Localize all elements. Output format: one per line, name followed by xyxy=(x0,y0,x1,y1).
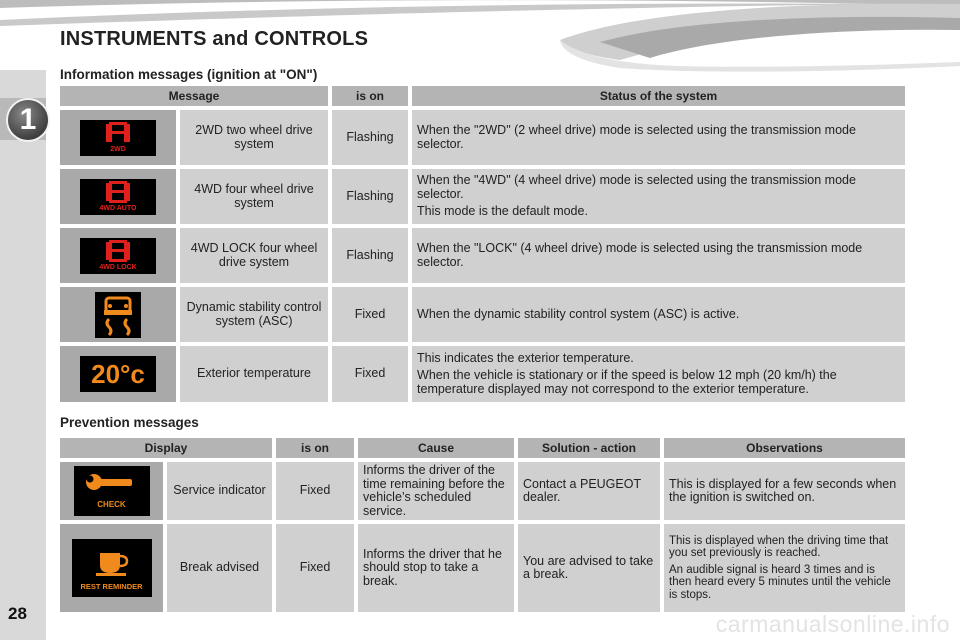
4wd-auto-icon xyxy=(80,179,156,215)
icon-cell xyxy=(60,524,163,612)
icon-label: 4WD AUTO xyxy=(99,204,137,212)
info-messages-table xyxy=(56,82,909,406)
message-cell: 2WD two wheel drive system xyxy=(180,110,328,165)
is-on-cell: Flashing xyxy=(332,228,408,283)
prevention-table-header xyxy=(60,438,905,458)
temperature-icon xyxy=(80,356,156,392)
solution-cell: Contact a PEUGEOT dealer. xyxy=(518,462,660,520)
table-row xyxy=(60,110,905,165)
icon-label: 4WD LOCK xyxy=(99,263,137,271)
display-cell: Break advised xyxy=(167,524,272,612)
header-display: Display xyxy=(60,438,272,458)
observation-text: This is displayed when the driving time that you set previously is reached. xyxy=(669,534,889,560)
chapter-number: 1 xyxy=(6,98,50,142)
temperature-readout: 20°c xyxy=(91,359,145,389)
icon-cell xyxy=(60,287,176,342)
status-cell xyxy=(412,228,905,283)
coffee-cup-icon xyxy=(72,539,152,597)
is-on-cell: Fixed xyxy=(332,287,408,342)
observation-text: This is displayed for a few seconds when the ignition is switched on. xyxy=(669,476,897,504)
status-text: When the vehicle is stationary or if the speed is below 12 mph (20 km/h) the temperature displayed may not correspond to the exterior temperature. xyxy=(417,368,837,396)
is-on-cell: Fixed xyxy=(332,346,408,402)
status-text: When the "2WD" (2 wheel drive) mode is selected using the transmission mode selector. xyxy=(417,123,856,151)
watermark: carmanualsonline.info xyxy=(715,611,950,637)
table-row xyxy=(60,524,905,612)
status-cell xyxy=(412,110,905,165)
header-message: Message xyxy=(60,86,328,106)
status-cell xyxy=(412,169,905,224)
header-observations: Observations xyxy=(664,438,905,458)
observations-cell xyxy=(664,462,905,520)
icon-cell xyxy=(60,346,176,402)
icon-cell xyxy=(60,169,176,224)
cause-cell: Informs the driver that he should stop to take a break. xyxy=(358,524,514,612)
observation-text: An audible signal is heard 3 times and is then heard every 5 minutes until the vehicle is stops. xyxy=(669,563,891,601)
observations-cell xyxy=(664,524,905,612)
message-cell: 4WD four wheel drive system xyxy=(180,169,328,224)
icon-label: CHECK xyxy=(97,500,126,510)
table-row xyxy=(60,346,905,402)
status-cell xyxy=(412,346,905,402)
is-on-cell: Flashing xyxy=(332,169,408,224)
message-cell: Dynamic stability control system (ASC) xyxy=(180,287,328,342)
status-text: This indicates the exterior temperature. xyxy=(417,350,634,365)
table-row xyxy=(60,228,905,283)
display-cell: Service indicator xyxy=(167,462,272,520)
cause-cell: Informs the driver of the time remaining before the vehicle’s scheduled service. xyxy=(358,462,514,520)
table-row xyxy=(60,287,905,342)
icon-cell xyxy=(60,228,176,283)
solution-cell: You are advised to take a break. xyxy=(518,524,660,612)
header-is-on: is on xyxy=(276,438,354,458)
is-on-cell: Fixed xyxy=(276,524,354,612)
icon-label: REST REMINDER xyxy=(80,581,143,591)
is-on-cell: Flashing xyxy=(332,110,408,165)
page-number: 28 xyxy=(8,604,27,623)
status-text: This mode is the default mode. xyxy=(417,204,588,219)
page-title: INSTRUMENTS and CONTROLS xyxy=(60,28,369,50)
status-cell xyxy=(412,287,905,342)
table-row xyxy=(60,169,905,224)
header-is-on: is on xyxy=(332,86,408,106)
side-bar xyxy=(0,70,46,640)
prevention-messages-table xyxy=(56,434,909,616)
header-status: Status of the system xyxy=(412,86,905,106)
wrench-check-icon xyxy=(74,466,150,516)
table-row xyxy=(60,462,905,520)
status-text: When the "LOCK" (4 wheel drive) mode is selected using the transmission mode selector. xyxy=(417,241,863,269)
message-cell: 4WD LOCK four wheel drive system xyxy=(180,228,328,283)
message-cell: Exterior temperature xyxy=(180,346,328,402)
info-table-header xyxy=(60,86,905,106)
info-section-title: Information messages (ignition at "ON") xyxy=(60,67,318,82)
icon-cell xyxy=(60,462,163,520)
header-solution: Solution - action xyxy=(518,438,660,458)
status-text: When the "4WD" (4 wheel drive) mode is selected using the transmission mode selector. xyxy=(417,173,856,201)
is-on-cell: Fixed xyxy=(276,462,354,520)
2wd-icon xyxy=(80,120,156,156)
status-text: When the dynamic stability control system (ASC) is active. xyxy=(417,306,740,321)
icon-label: 2WD xyxy=(110,145,126,153)
header-cause: Cause xyxy=(358,438,514,458)
icon-cell xyxy=(60,110,176,165)
prevention-section-title: Prevention messages xyxy=(60,415,199,430)
stability-control-icon xyxy=(95,292,141,338)
4wd-lock-icon xyxy=(80,238,156,274)
